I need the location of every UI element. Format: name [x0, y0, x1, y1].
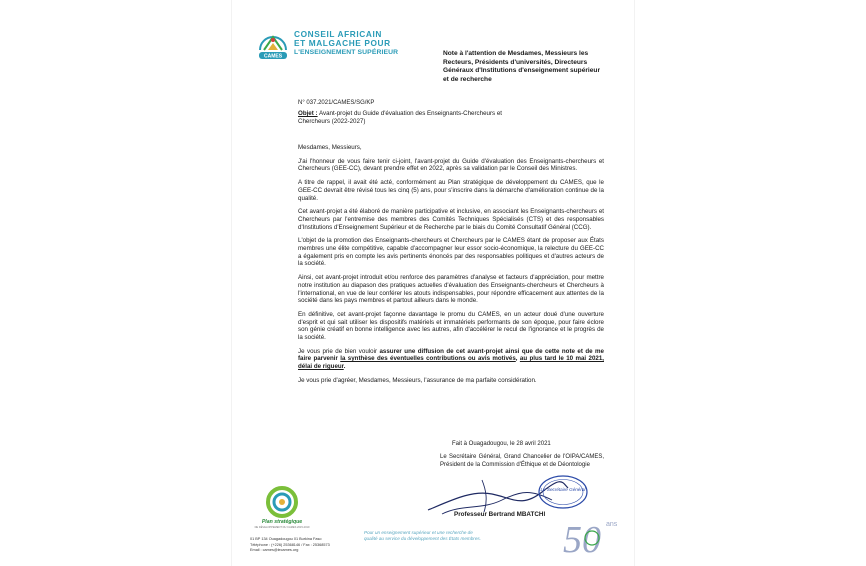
letter-page	[232, 0, 634, 566]
plan-subtitle: DE DÉVELOPPEMENT DU CAMES 2015-2019	[254, 526, 310, 529]
footer-email: Email : cames@lecames.org	[250, 548, 299, 552]
footer-phone: Téléphone : (+226) 25368146 / Fax : 25368573	[250, 542, 330, 547]
footer-address: 01 BP 134 Ouagadougou 01 Burkina Faso	[250, 537, 322, 541]
subject-label: Objet :	[298, 110, 318, 117]
footer-slogan: Pour un enseignement supérieur et une recherche de qualité au service du développement des États membres.	[364, 530, 481, 541]
plan-title: Plan stratégique	[261, 519, 303, 525]
paragraph-6: En définitive, cet avant-projet façonne davantage le promu du CAMES, en un acteur doué d'une ouverture d'esprit et qui sait utiliser les dispositifs matériels et immatériels performants de son époque, pour faire éclore son génie créatif en bonne intelligence avec les autres, afin d'accélérer le recul de l'ignorance et le progrès de la société.	[298, 310, 604, 342]
logo-line-3: L'ENSEIGNEMENT SUPÉRIEUR	[294, 49, 399, 56]
reference-number: N° 037.2021/CAMES/SG/KP	[298, 100, 375, 106]
cames-mark-text: CAMES	[263, 53, 283, 60]
place-date: Fait à Ouagadougou, le 28 avril 2021	[452, 441, 551, 447]
signatory-name: Professeur Bertrand MBATCHI	[454, 511, 546, 518]
letter-body	[298, 144, 604, 391]
paragraph-5: Ainsi, cet avant-projet introduit et/ou renforce des paramètres d'analyse et facteurs d'appréciation, pour mettre notre institution au diapason des pratiques actuelles d'évaluation des Enseignants-chercheurs et Chercheurs à l'international, en vue de leur conférer les atouts indispensables, pour répondre efficacement aux attentes de la société dans les pays membres et partout ailleurs dans le monde.	[298, 274, 604, 305]
p7-part-a: Je vous prie de bien vouloir	[298, 347, 380, 355]
fifty-years-logo-icon	[554, 512, 618, 562]
p7-part-c: la synthèse des éventuelles contributions ou avis motivés	[340, 355, 516, 363]
salutation: Mesdames, Messieurs,	[298, 144, 362, 151]
official-stamp	[537, 474, 589, 510]
paragraph-2: A titre de rappel, il avait été acté, conformément au Plan stratégique de développement du CAMES, que le GEE-CC devrait être révisé tous les cinq (5) ans, pour s'inscrire dans la démarche d'amélioration continue de la qualité.	[298, 179, 604, 202]
paragraph-1: J'ai l'honneur de vous faire tenir ci-joint, l'avant-projet du Guide d'évaluation des Enseignants-chercheurs et Chercheurs (GEE-CC), devant prendre effet en 2022, après sa validation par le Conseil des Ministres.	[298, 157, 604, 173]
recipients-note: Note à l'attention de Mesdames, Messieurs les Recteurs, Présidents d'universités, Directeurs Généraux d'Institutions d'enseignement supérieur et de recherche	[443, 50, 601, 83]
subject-line	[298, 110, 528, 126]
logo-line-1: CONSEIL AFRICAIN	[294, 29, 382, 39]
cames-logo	[256, 28, 406, 68]
paragraph-4: L'objet de la promotion des Enseignants-chercheurs et Chercheurs par le CAMES étant de proposer aux États membres une élite compétitive, capable d'accompagner leur essor socio-économique, la relecture du GEE-CC a également pris en compte les avis pertinents énoncés par des responsables politiques et d'autres acteurs de la société.	[298, 237, 604, 268]
stamp-text: Le Secrétaire Général	[540, 487, 586, 492]
paragraph-8: Je vous prie d'agréer, Mesdames, Messieurs, l'assurance de ma parfaite considération.	[298, 376, 537, 384]
signatory-title: Le Secrétaire Général, Grand Chancelier de l'OIPA/CAMES, Président de la Commission d'Éthique et de Déontologie	[440, 454, 604, 468]
paragraph-7	[298, 348, 604, 371]
anniversary-suffix: ans	[606, 521, 618, 528]
p7-part-f: .	[343, 363, 346, 371]
subject-text: Avant-projet du Guide d'évaluation des Enseignants-Chercheurs et Chercheurs (2022-2027)	[298, 110, 502, 125]
anniversary-number: 50	[563, 519, 601, 561]
p7-part-d: ,	[515, 355, 520, 363]
p7-part-e: au plus tard le 10 mai 2021, délai de rigueur	[298, 355, 604, 371]
p7-part-b: assurer une diffusion de cet avant-projet ainsi que de cette note et de me faire parvenir	[298, 347, 604, 363]
cames-logo-icon	[256, 28, 290, 62]
logo-line-2: ET MALGACHE POUR	[294, 38, 391, 48]
paragraph-3: Cet avant-projet a été élaboré de manière participative et inclusive, en associant les Enseignants-chercheurs et Chercheurs par l'entremise des membres des Comités Techniques Spécialisés (CTS) et des responsables d'Institutions d'Enseignement Supérieur et de Recherche par le biais du Comité Consultatif Général (CCG).	[298, 208, 604, 231]
footer-contact	[250, 537, 370, 554]
logo-text	[294, 30, 414, 57]
